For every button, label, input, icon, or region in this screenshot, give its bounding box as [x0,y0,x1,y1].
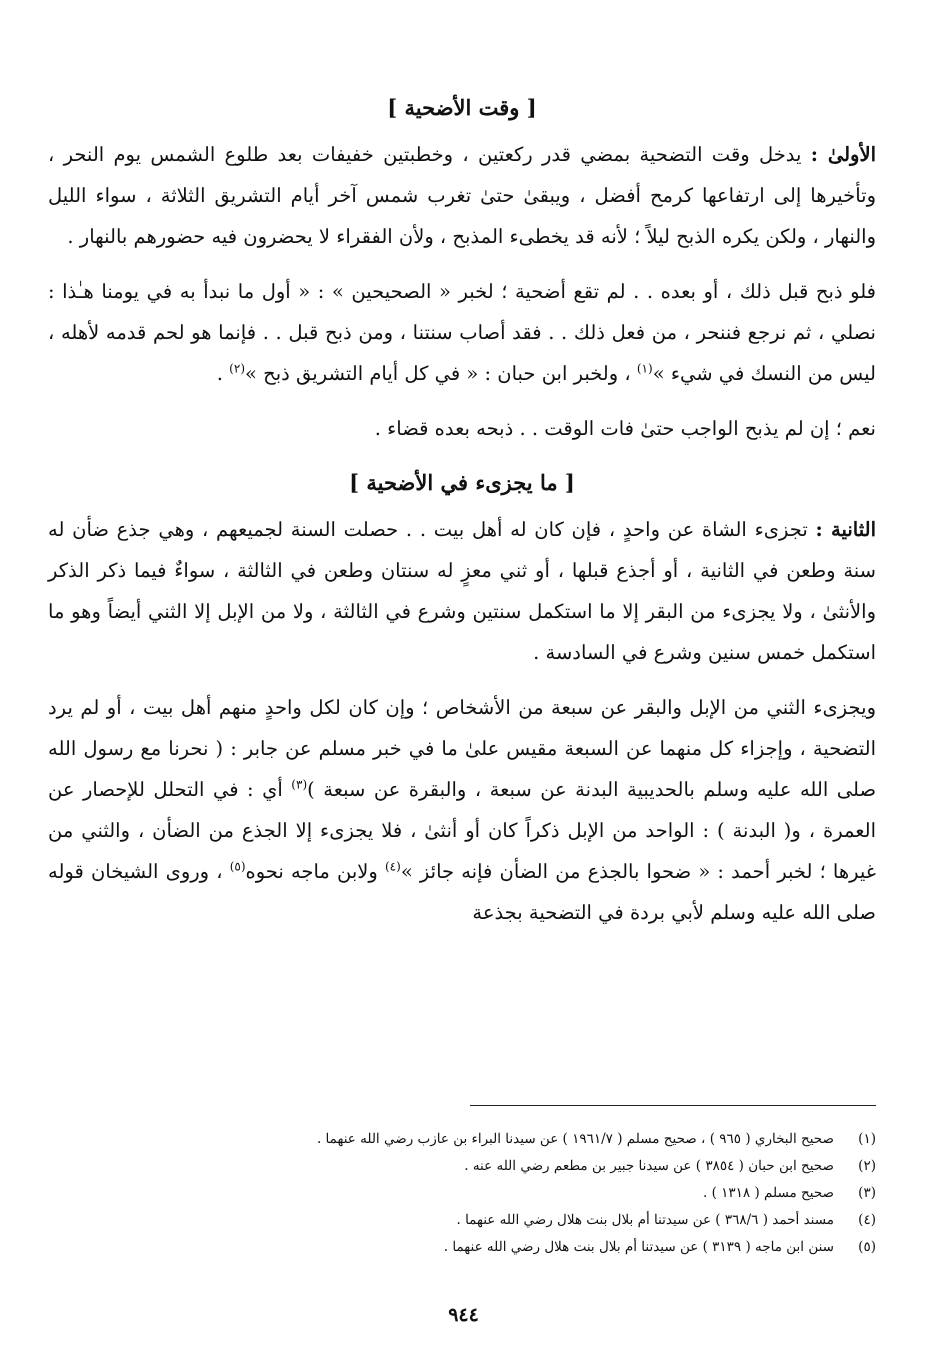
section-heading-valid-sacrifice: [ ما يجزىء في الأضحية ] [349,470,575,495]
footnote-marker-4[interactable]: (٤) [384,859,401,874]
footnote-text: صحيح البخاري ( ٩٦٥ ) ، صحيح مسلم ( ١٩٦١/٧ ) عن سيدنا البراء بن عازب رضي الله عنهما . [316,1131,834,1147]
paragraph-text: ويجزىء الثني من الإبل والبقر عن سبعة من الأشخاص ؛ وإن كان لكل واحدٍ منهم أهل بيت ، أو لم يرد التضحية ، وإجزاء كل منهما عن السبعة مقيس علىٰ ما في خبر مسلم عن جابر : ( نحرنا مع رسول الله صلى الله عليه وسلم بالحديبية البدنة عن سبعة ، والبقرة عن سبعة ) [48,696,877,801]
footnote-marker-2[interactable]: (٢) [229,361,245,376]
footnote-marker-1[interactable]: (١) [636,361,653,376]
footnote-separator [470,1105,876,1106]
paragraph-text: أي : في التحلل للإحصار عن العمرة ، و( البدنة ) : الواحد من الإبل ذكراً كان أو أنثىٰ ، فلا يجزىء إلا الجذع من الضأن ، والثني من غيرها ؛ لخبر أحمد : « ضحوا بالجذع من الضأن فإنه جائز » [48,778,876,883]
footnote-marker-3[interactable]: (٣) [291,777,308,792]
paragraph-text: . [216,362,230,385]
footnote-text: صحيح ابن حبان ( ٣٨٥٤ ) عن سيدنا جبير بن مطعم رضي الله عنه . [464,1158,834,1174]
footnotes-list [120,1126,876,1261]
footnote-item [120,1126,876,1153]
paragraph-lead: الثانية : [815,518,876,541]
footnote-number: (٢) [858,1158,876,1174]
footnote-text: صحيح مسلم ( ١٣١٨ ) . [703,1185,834,1201]
footnote-item [120,1234,876,1261]
footnote-number: (٥) [858,1239,876,1255]
section-heading-sacrifice-time: [ وقت الأضحية ] [387,95,537,120]
footnote-number: (٣) [858,1185,876,1201]
footnote-item [120,1207,876,1234]
paragraph-text: تجزىء الشاة عن واحدٍ ، فإن كان له أهل بيت . . حصلت السنة لجميعهم ، وهي جذع ضأن له سنة وطعن في الثانية ، أو أجذع قبلها ، أو ثني معزٍ له سنتان وطعن في الثالثة ، سواءٌ فيما ذكر الذكر والأنثىٰ ، ولا يجزىء من البقر إلا ما استكمل سنتين وشرع في الثالثة ، ولا من الإبل إلا الثني أيضاً وهو ما استكمل خمس سنين وشرع في السادسة . [48,518,876,664]
footnote-item [120,1180,876,1207]
paragraph-early-slaughter [48,271,876,394]
paragraph-camel-cow-seven [48,687,876,933]
paragraph-lead: الأولىٰ : [810,143,876,166]
footnote-item [120,1153,876,1180]
footnote-marker-5[interactable]: (٥) [229,859,246,874]
paragraph-missed-time: نعم ؛ إن لم يذبح الواجب حتىٰ فات الوقت . . ذبحه بعده قضاء . [374,417,876,440]
page-number: ٩٤٤ [448,1304,479,1326]
footnote-text: مسند أحمد ( ٣٦٨/٦ ) عن سيدتنا أم بلال بنت هلال رضي الله عنهما . [456,1212,834,1228]
paragraph-text: فلو ذبح قبل ذلك ، أو بعده . . لم تقع أضحية ؛ لخبر « الصحيحين » : « أول ما نبدأ به في يومنا هـٰذا : نصلي ، ثم نرجع فننحر ، من فعل ذلك . . فقد أصاب سنتنا ، ومن ذبح قبل . . فإنما هو لحم قدمه لأهله ، ليس من النسك في شيء » [48,280,876,385]
paragraph-text: يدخل وقت التضحية بمضي قدر ركعتين ، وخطبتين خفيفات بعد طلوع الشمس يوم النحر ، وتأخيرها إلى ارتفاعها كرمح أفضل ، ويبقىٰ حتىٰ تغرب شمس آخر أيام التشريق الثلاثة ، سواء الليل والنهار ، ولكن يكره الذبح ليلاً ؛ لأنه قد يخطىء المذبح ، ولأن الفقراء لا يحضرون فيه حضورهم بالنهار . [48,143,876,248]
footnote-text: سنن ابن ماجه ( ٣١٣٩ ) عن سيدتنا أم بلال بنت هلال رضي الله عنهما . [443,1239,834,1255]
footnote-number: (١) [858,1131,876,1147]
page-body [48,88,876,947]
paragraph-text: ، وروى الشيخان قوله صلى الله عليه وسلم لأبي بردة في التضحية بجذعة [48,860,876,924]
paragraph-text: ولابن ماجه نحوه [245,860,385,883]
paragraph-text: ، ولخبر ابن حبان : « في كل أيام التشريق ذبح » [245,362,637,385]
footnote-number: (٤) [858,1212,876,1228]
paragraph-second-issue [48,509,876,673]
paragraph-first-issue [48,134,876,257]
